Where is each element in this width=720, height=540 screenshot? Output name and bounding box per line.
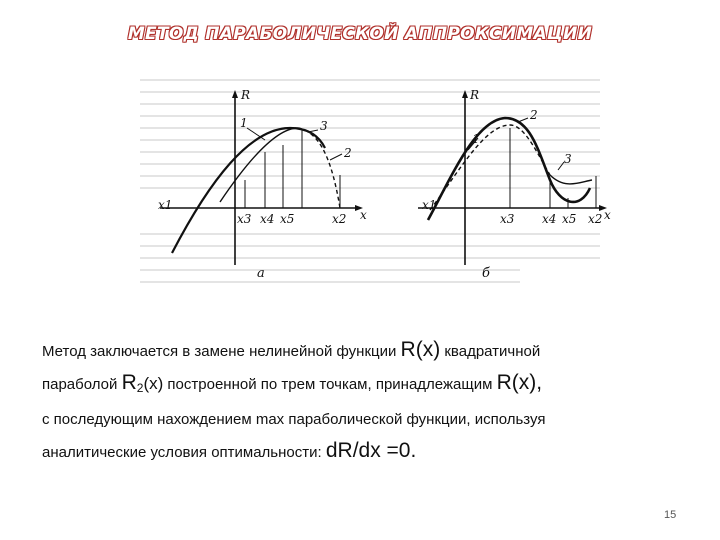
left-curve-label-3: 3 <box>320 119 328 133</box>
right-axis-x-label: x <box>604 208 611 222</box>
left-point-x1: x1 <box>158 198 173 212</box>
left-panel-caption: а <box>257 266 265 281</box>
figure-graphics <box>120 70 620 290</box>
left-point-x2: x2 <box>332 212 347 226</box>
line2-text-b: построенной по трем точкам, принадлежащим <box>163 376 497 393</box>
right-point-x1: x1 <box>422 198 437 212</box>
right-point-x2: x2 <box>588 212 603 226</box>
left-curve-label-2: 2 <box>344 146 352 160</box>
line1-math: R(x) <box>400 338 441 361</box>
left-axis-y-label: R <box>241 88 251 102</box>
line2-math-R: R <box>121 371 137 394</box>
right-curve-label-2: 2 <box>530 108 538 122</box>
left-axis-x-label: x <box>360 208 367 222</box>
line1-text-b: квадратичной <box>440 343 541 360</box>
figure <box>120 70 620 290</box>
left-point-x5: x5 <box>280 212 295 226</box>
right-axis-y-label: R <box>470 88 480 102</box>
line4-text-b: =0. <box>380 439 417 462</box>
left-point-x4: x4 <box>260 212 275 226</box>
left-curve-label-1: 1 <box>240 116 248 130</box>
line2-math2: R(x), <box>496 371 543 394</box>
right-panel-caption: б <box>482 266 490 281</box>
slide-title: МЕТОД ПАРАБОЛИЧЕСКОЙ АППРОКСИМАЦИИ <box>127 24 593 44</box>
right-curve-label-3: 3 <box>564 152 572 166</box>
right-point-x4: x4 <box>542 212 557 226</box>
description-paragraph <box>42 334 682 468</box>
line1-text-a: Метод заключается в замене нелинейной функции <box>42 343 401 360</box>
line2-math-sub: 2 <box>136 381 144 395</box>
right-point-x5: x5 <box>562 212 577 226</box>
line4-text-a: аналитические условия оптимальности: <box>42 444 326 461</box>
page-number: 15 <box>664 509 677 521</box>
line2-math-arg: (x) <box>143 374 164 393</box>
line4-math: dR/dx <box>325 439 381 462</box>
right-curve-1 <box>428 118 590 220</box>
left-point-x3: x3 <box>237 212 252 226</box>
right-point-x3: x3 <box>500 212 515 226</box>
paragraph-line-4 <box>42 435 682 468</box>
paragraph-line-2 <box>42 367 682 404</box>
right-curve-label-1: 1 <box>472 132 480 146</box>
paragraph-line-1 <box>42 334 682 367</box>
paragraph-line-3: с последующим нахождением max параболической функции, используя <box>42 411 546 428</box>
line2-text-a: параболой <box>42 376 122 393</box>
